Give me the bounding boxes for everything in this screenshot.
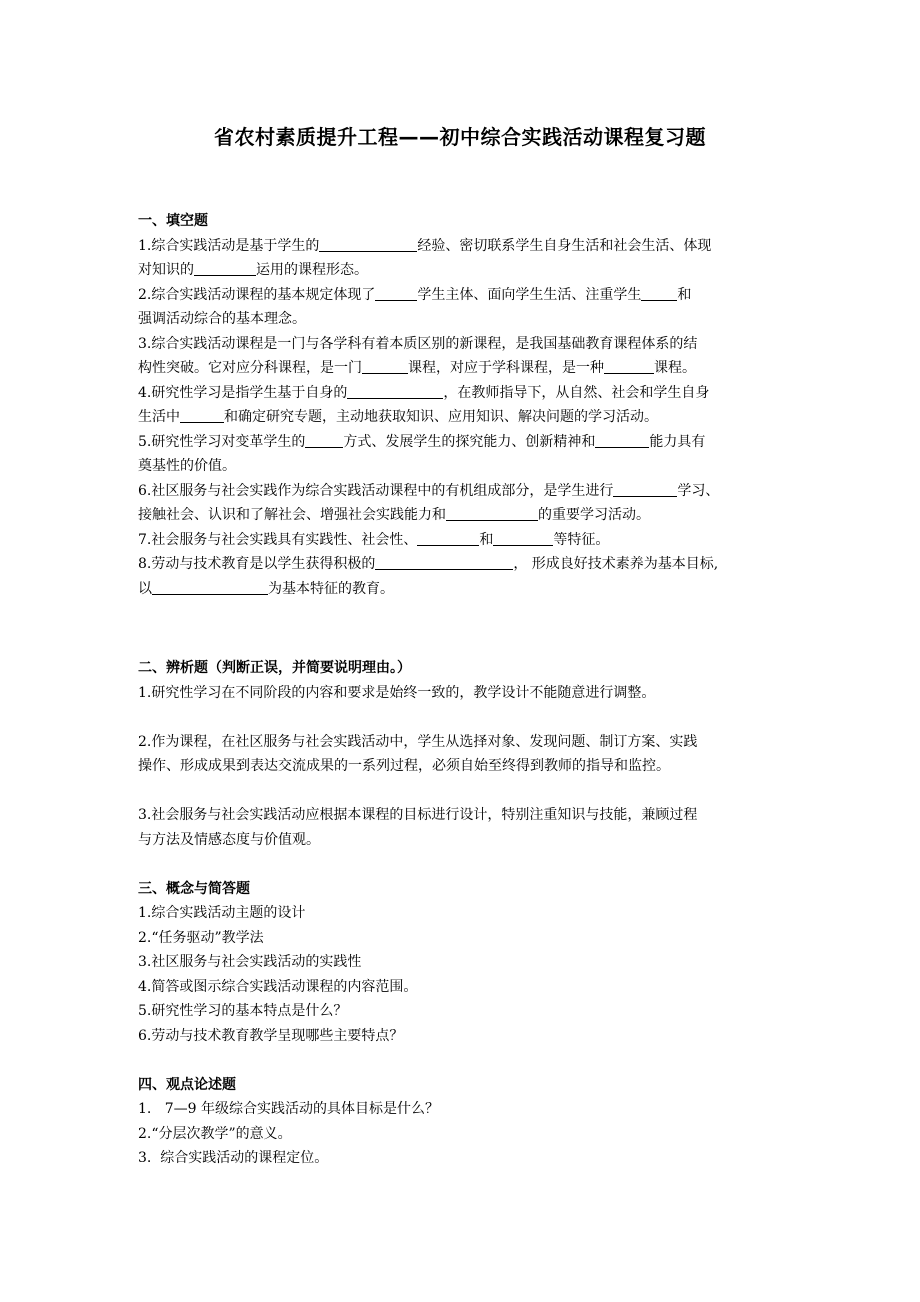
list-item: 1.综合实践活动主题的设计 — [138, 905, 306, 921]
document-body — [138, 209, 800, 1171]
question-line: 1.综合实践活动是基于学生的 经验、密切联系学生自身生活和社会生活、体现 — [138, 234, 800, 259]
question-line: 3.社会服务与社会实践活动应根据本课程的目标进行设计，特别注重知识与技能，兼顾过程 — [138, 807, 698, 823]
question-line: 2.作为课程，在社区服务与社会实践活动中，学生从选择对象、发现问题、制订方案、实践 — [138, 733, 698, 750]
question-line: 奠基性的价值。 — [138, 458, 236, 474]
question-line: 构性突破。它对应分科课程，是一门 课程，对应于学科课程，是一种 课程。 — [138, 356, 800, 381]
question-line: 6.社区服务与社会实践作为综合实践活动课程中的有机组成部分，是学生进行 学习、 — [138, 479, 800, 504]
answer-blank — [319, 235, 417, 252]
question-line: 8.劳动与技术教育是以学生获得积极的 ， 形成良好技术素养为基本目标, — [138, 552, 800, 577]
question-line: 操作、形成成果到表达交流成果的一系列过程，必须自始至终得到教师的指导和监控。 — [138, 758, 670, 774]
question-line: 接触社会、认识和了解社会、增强社会实践能力和 的重要学习活动。 — [138, 503, 800, 528]
answer-blank — [375, 553, 513, 570]
answer-blank — [641, 284, 677, 301]
answer-blank — [595, 431, 649, 448]
answer-blank — [194, 259, 256, 276]
question-line: 2.综合实践活动课程的基本规定体现了 学生主体、面向学生生活、注重学生 和 — [138, 283, 800, 308]
answer-blank — [446, 504, 538, 521]
list-item: 2.“分层次教学”的意义。 — [138, 1125, 292, 1142]
answer-blank — [305, 431, 343, 448]
section-heading-essay: 四、观点论述题 — [138, 1076, 236, 1093]
section-heading-concepts: 三、概念与简答题 — [138, 880, 250, 897]
answer-blank — [152, 578, 268, 595]
section-heading-fill-in: 一、填空题 — [138, 213, 208, 229]
list-item: 4.简答或图示综合实践活动课程的内容范围。 — [138, 978, 418, 995]
question-line: 强调活动综合的基本理念。 — [138, 311, 306, 327]
question-line: 3.综合实践活动课程是一门与各学科有着本质区别的新课程，是我国基础教育课程体系的结 — [138, 335, 698, 352]
section-heading-analysis: 二、辨析题（判断正误，并简要说明理由。） — [138, 660, 411, 676]
answer-blank — [417, 529, 479, 546]
list-item: 1. 7—9 年级综合实践活动的具体目标是什么？ — [138, 1101, 439, 1117]
answer-blank — [347, 382, 443, 399]
question-line: 4.研究性学习是指学生基于自身的 ，在教师指导下，从自然、社会和学生自身 — [138, 381, 800, 406]
list-item: 6.劳动与技术教育教学呈现哪些主要特点？ — [138, 1027, 404, 1044]
answer-blank — [362, 357, 408, 374]
question-line: 1.研究性学习在不同阶段的内容和要求是始终一致的，教学设计不能随意进行调整。 — [138, 684, 656, 701]
answer-blank — [493, 529, 553, 546]
list-item: 5.研究性学习的基本特点是什么？ — [138, 1003, 348, 1019]
answer-blank — [613, 480, 677, 497]
question-line: 生活中 和确定研究专题，主动地获取知识、应用知识、解决问题的学习活动。 — [138, 405, 800, 430]
question-line: 与方法及情感态度与价值观。 — [138, 831, 320, 848]
list-item: 2.“任务驱动”教学法 — [138, 929, 264, 946]
answer-blank — [180, 406, 224, 423]
question-line: 5.研究性学习对变革学生的 方式、发展学生的探究能力、创新精神和 能力具有 — [138, 430, 800, 455]
answer-blank — [604, 357, 654, 374]
list-item: 3. 综合实践活动的课程定位。 — [138, 1150, 329, 1166]
question-line: 7.社会服务与社会实践具有实践性、社会性、 和 等特征。 — [138, 528, 800, 553]
question-line: 以 为基本特征的教育。 — [138, 577, 800, 602]
document-title: 省农村素质提升工程——初中综合实践活动课程复习题 — [214, 125, 706, 149]
answer-blank — [375, 284, 417, 301]
list-item: 3.社区服务与社会实践活动的实践性 — [138, 954, 362, 970]
question-line: 对知识的 运用的课程形态。 — [138, 258, 800, 283]
